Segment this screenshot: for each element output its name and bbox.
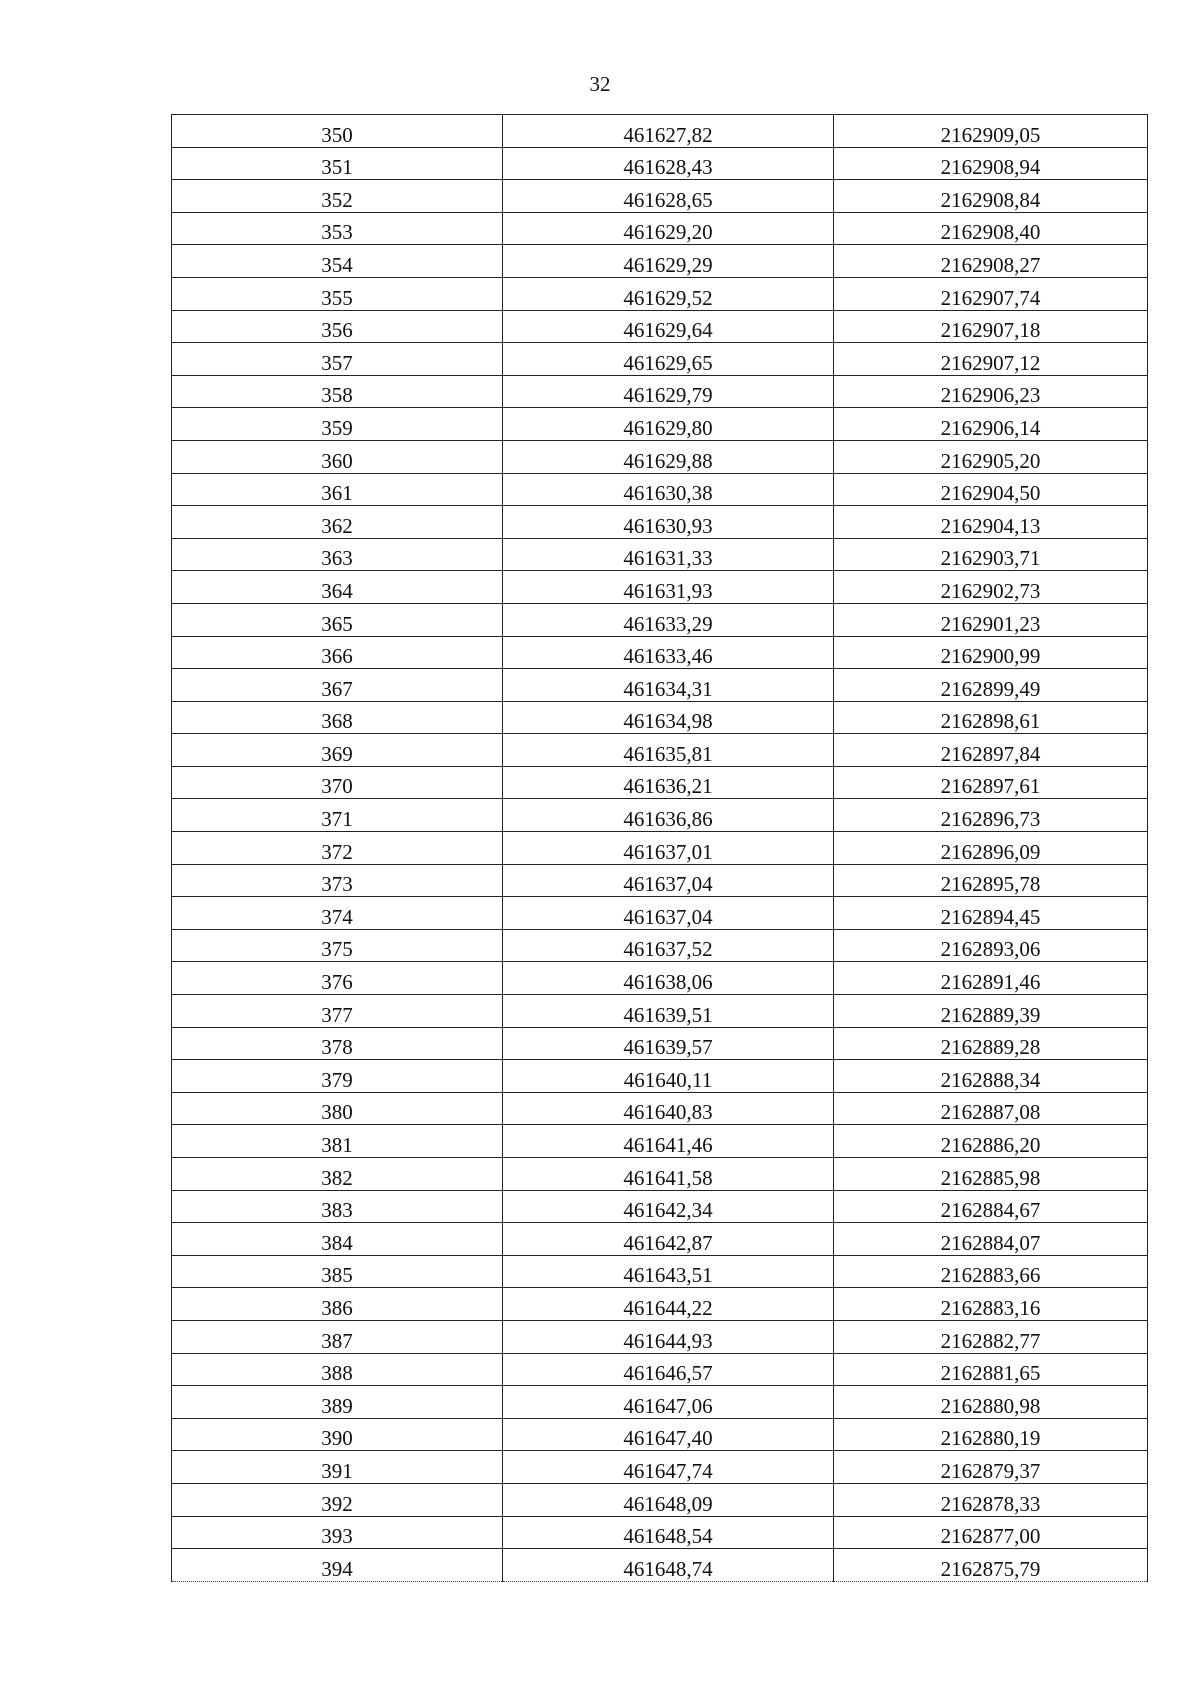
table-row xyxy=(172,212,1148,245)
point-number-cell: 369 xyxy=(172,734,503,767)
y-coordinate-cell: 2162885,98 xyxy=(834,1158,1148,1191)
point-number-cell: 350 xyxy=(172,115,503,148)
y-coordinate-cell: 2162907,18 xyxy=(834,310,1148,343)
table-row xyxy=(172,636,1148,669)
x-coordinate-cell: 461647,74 xyxy=(503,1451,834,1484)
y-coordinate-cell: 2162884,67 xyxy=(834,1190,1148,1223)
table-row xyxy=(172,1190,1148,1223)
point-number-cell: 365 xyxy=(172,603,503,636)
point-number-cell: 373 xyxy=(172,864,503,897)
point-number-cell: 376 xyxy=(172,962,503,995)
y-coordinate-cell: 2162896,73 xyxy=(834,799,1148,832)
y-coordinate-cell: 2162907,74 xyxy=(834,277,1148,310)
y-coordinate-cell: 2162909,05 xyxy=(834,115,1148,148)
point-number-cell: 357 xyxy=(172,343,503,376)
table-row xyxy=(172,1320,1148,1353)
x-coordinate-cell: 461634,98 xyxy=(503,701,834,734)
x-coordinate-cell: 461647,40 xyxy=(503,1418,834,1451)
table-row xyxy=(172,799,1148,832)
y-coordinate-cell: 2162896,09 xyxy=(834,832,1148,865)
y-coordinate-cell: 2162889,39 xyxy=(834,995,1148,1028)
table-row xyxy=(172,1092,1148,1125)
point-number-cell: 367 xyxy=(172,669,503,702)
y-coordinate-cell: 2162883,16 xyxy=(834,1288,1148,1321)
y-coordinate-cell: 2162877,00 xyxy=(834,1516,1148,1549)
x-coordinate-cell: 461648,74 xyxy=(503,1549,834,1582)
point-number-cell: 361 xyxy=(172,473,503,506)
x-coordinate-cell: 461640,83 xyxy=(503,1092,834,1125)
point-number-cell: 352 xyxy=(172,180,503,213)
x-coordinate-cell: 461639,51 xyxy=(503,995,834,1028)
point-number-cell: 379 xyxy=(172,1060,503,1093)
point-number-cell: 375 xyxy=(172,929,503,962)
y-coordinate-cell: 2162906,23 xyxy=(834,375,1148,408)
x-coordinate-cell: 461637,04 xyxy=(503,897,834,930)
y-coordinate-cell: 2162880,98 xyxy=(834,1386,1148,1419)
table-row xyxy=(172,506,1148,539)
x-coordinate-cell: 461629,64 xyxy=(503,310,834,343)
y-coordinate-cell: 2162895,78 xyxy=(834,864,1148,897)
point-number-cell: 390 xyxy=(172,1418,503,1451)
x-coordinate-cell: 461631,93 xyxy=(503,571,834,604)
x-coordinate-cell: 461638,06 xyxy=(503,962,834,995)
x-coordinate-cell: 461633,46 xyxy=(503,636,834,669)
x-coordinate-cell: 461640,11 xyxy=(503,1060,834,1093)
table-row xyxy=(172,734,1148,767)
table-row xyxy=(172,669,1148,702)
y-coordinate-cell: 2162902,73 xyxy=(834,571,1148,604)
y-coordinate-cell: 2162879,37 xyxy=(834,1451,1148,1484)
point-number-cell: 388 xyxy=(172,1353,503,1386)
table-row xyxy=(172,1418,1148,1451)
point-number-cell: 370 xyxy=(172,766,503,799)
x-coordinate-cell: 461648,09 xyxy=(503,1483,834,1516)
table-row xyxy=(172,245,1148,278)
table-row xyxy=(172,538,1148,571)
y-coordinate-cell: 2162905,20 xyxy=(834,440,1148,473)
table-row xyxy=(172,180,1148,213)
x-coordinate-cell: 461630,93 xyxy=(503,506,834,539)
y-coordinate-cell: 2162898,61 xyxy=(834,701,1148,734)
x-coordinate-cell: 461630,38 xyxy=(503,473,834,506)
x-coordinate-cell: 461637,04 xyxy=(503,864,834,897)
point-number-cell: 386 xyxy=(172,1288,503,1321)
table-row xyxy=(172,310,1148,343)
point-number-cell: 374 xyxy=(172,897,503,930)
x-coordinate-cell: 461628,65 xyxy=(503,180,834,213)
point-number-cell: 368 xyxy=(172,701,503,734)
point-number-cell: 366 xyxy=(172,636,503,669)
x-coordinate-cell: 461635,81 xyxy=(503,734,834,767)
x-coordinate-cell: 461647,06 xyxy=(503,1386,834,1419)
x-coordinate-cell: 461631,33 xyxy=(503,538,834,571)
y-coordinate-cell: 2162899,49 xyxy=(834,669,1148,702)
table-row xyxy=(172,1288,1148,1321)
x-coordinate-cell: 461633,29 xyxy=(503,603,834,636)
point-number-cell: 353 xyxy=(172,212,503,245)
table-row xyxy=(172,995,1148,1028)
point-number-cell: 393 xyxy=(172,1516,503,1549)
y-coordinate-cell: 2162886,20 xyxy=(834,1125,1148,1158)
point-number-cell: 384 xyxy=(172,1223,503,1256)
point-number-cell: 363 xyxy=(172,538,503,571)
y-coordinate-cell: 2162897,84 xyxy=(834,734,1148,767)
x-coordinate-cell: 461629,79 xyxy=(503,375,834,408)
table-row xyxy=(172,1027,1148,1060)
point-number-cell: 354 xyxy=(172,245,503,278)
x-coordinate-cell: 461629,88 xyxy=(503,440,834,473)
table-row xyxy=(172,962,1148,995)
point-number-cell: 387 xyxy=(172,1320,503,1353)
table-row xyxy=(172,343,1148,376)
table-row xyxy=(172,1353,1148,1386)
y-coordinate-cell: 2162882,77 xyxy=(834,1320,1148,1353)
point-number-cell: 380 xyxy=(172,1092,503,1125)
y-coordinate-cell: 2162891,46 xyxy=(834,962,1148,995)
x-coordinate-cell: 461629,80 xyxy=(503,408,834,441)
table-row xyxy=(172,1255,1148,1288)
table-row xyxy=(172,115,1148,148)
x-coordinate-cell: 461644,93 xyxy=(503,1320,834,1353)
x-coordinate-cell: 461641,46 xyxy=(503,1125,834,1158)
coordinates-table-body xyxy=(172,115,1148,1582)
point-number-cell: 360 xyxy=(172,440,503,473)
x-coordinate-cell: 461641,58 xyxy=(503,1158,834,1191)
point-number-cell: 378 xyxy=(172,1027,503,1060)
x-coordinate-cell: 461636,86 xyxy=(503,799,834,832)
point-number-cell: 355 xyxy=(172,277,503,310)
table-row xyxy=(172,408,1148,441)
point-number-cell: 389 xyxy=(172,1386,503,1419)
table-row xyxy=(172,277,1148,310)
x-coordinate-cell: 461646,57 xyxy=(503,1353,834,1386)
y-coordinate-cell: 2162880,19 xyxy=(834,1418,1148,1451)
table-row xyxy=(172,1516,1148,1549)
point-number-cell: 392 xyxy=(172,1483,503,1516)
x-coordinate-cell: 461642,87 xyxy=(503,1223,834,1256)
y-coordinate-cell: 2162893,06 xyxy=(834,929,1148,962)
table-row xyxy=(172,1125,1148,1158)
x-coordinate-cell: 461628,43 xyxy=(503,147,834,180)
x-coordinate-cell: 461648,54 xyxy=(503,1516,834,1549)
y-coordinate-cell: 2162881,65 xyxy=(834,1353,1148,1386)
y-coordinate-cell: 2162897,61 xyxy=(834,766,1148,799)
y-coordinate-cell: 2162908,84 xyxy=(834,180,1148,213)
point-number-cell: 356 xyxy=(172,310,503,343)
y-coordinate-cell: 2162904,50 xyxy=(834,473,1148,506)
x-coordinate-cell: 461637,52 xyxy=(503,929,834,962)
y-coordinate-cell: 2162888,34 xyxy=(834,1060,1148,1093)
table-row xyxy=(172,766,1148,799)
coordinates-table xyxy=(171,114,1148,1582)
y-coordinate-cell: 2162884,07 xyxy=(834,1223,1148,1256)
y-coordinate-cell: 2162883,66 xyxy=(834,1255,1148,1288)
table-row xyxy=(172,1223,1148,1256)
x-coordinate-cell: 461629,20 xyxy=(503,212,834,245)
y-coordinate-cell: 2162906,14 xyxy=(834,408,1148,441)
point-number-cell: 385 xyxy=(172,1255,503,1288)
y-coordinate-cell: 2162889,28 xyxy=(834,1027,1148,1060)
table-row xyxy=(172,603,1148,636)
table-row xyxy=(172,1158,1148,1191)
y-coordinate-cell: 2162887,08 xyxy=(834,1092,1148,1125)
x-coordinate-cell: 461642,34 xyxy=(503,1190,834,1223)
table-row xyxy=(172,701,1148,734)
y-coordinate-cell: 2162903,71 xyxy=(834,538,1148,571)
table-row xyxy=(172,1483,1148,1516)
table-row xyxy=(172,929,1148,962)
x-coordinate-cell: 461644,22 xyxy=(503,1288,834,1321)
table-row xyxy=(172,1386,1148,1419)
y-coordinate-cell: 2162901,23 xyxy=(834,603,1148,636)
point-number-cell: 351 xyxy=(172,147,503,180)
y-coordinate-cell: 2162900,99 xyxy=(834,636,1148,669)
y-coordinate-cell: 2162908,40 xyxy=(834,212,1148,245)
x-coordinate-cell: 461627,82 xyxy=(503,115,834,148)
y-coordinate-cell: 2162875,79 xyxy=(834,1549,1148,1582)
point-number-cell: 382 xyxy=(172,1158,503,1191)
point-number-cell: 371 xyxy=(172,799,503,832)
point-number-cell: 362 xyxy=(172,506,503,539)
table-row xyxy=(172,897,1148,930)
x-coordinate-cell: 461629,52 xyxy=(503,277,834,310)
table-row xyxy=(172,473,1148,506)
point-number-cell: 391 xyxy=(172,1451,503,1484)
table-row xyxy=(172,375,1148,408)
y-coordinate-cell: 2162908,27 xyxy=(834,245,1148,278)
x-coordinate-cell: 461636,21 xyxy=(503,766,834,799)
table-row xyxy=(172,1549,1148,1582)
y-coordinate-cell: 2162894,45 xyxy=(834,897,1148,930)
x-coordinate-cell: 461643,51 xyxy=(503,1255,834,1288)
table-row xyxy=(172,864,1148,897)
x-coordinate-cell: 461639,57 xyxy=(503,1027,834,1060)
x-coordinate-cell: 461634,31 xyxy=(503,669,834,702)
y-coordinate-cell: 2162904,13 xyxy=(834,506,1148,539)
point-number-cell: 377 xyxy=(172,995,503,1028)
page-number: 32 xyxy=(589,72,611,96)
table-row xyxy=(172,440,1148,473)
table-row xyxy=(172,147,1148,180)
y-coordinate-cell: 2162878,33 xyxy=(834,1483,1148,1516)
table-row xyxy=(172,571,1148,604)
table-row xyxy=(172,1451,1148,1484)
point-number-cell: 372 xyxy=(172,832,503,865)
table-row xyxy=(172,832,1148,865)
y-coordinate-cell: 2162907,12 xyxy=(834,343,1148,376)
point-number-cell: 358 xyxy=(172,375,503,408)
point-number-cell: 364 xyxy=(172,571,503,604)
x-coordinate-cell: 461637,01 xyxy=(503,832,834,865)
y-coordinate-cell: 2162908,94 xyxy=(834,147,1148,180)
x-coordinate-cell: 461629,29 xyxy=(503,245,834,278)
point-number-cell: 383 xyxy=(172,1190,503,1223)
point-number-cell: 394 xyxy=(172,1549,503,1582)
point-number-cell: 359 xyxy=(172,408,503,441)
point-number-cell: 381 xyxy=(172,1125,503,1158)
x-coordinate-cell: 461629,65 xyxy=(503,343,834,376)
table-row xyxy=(172,1060,1148,1093)
